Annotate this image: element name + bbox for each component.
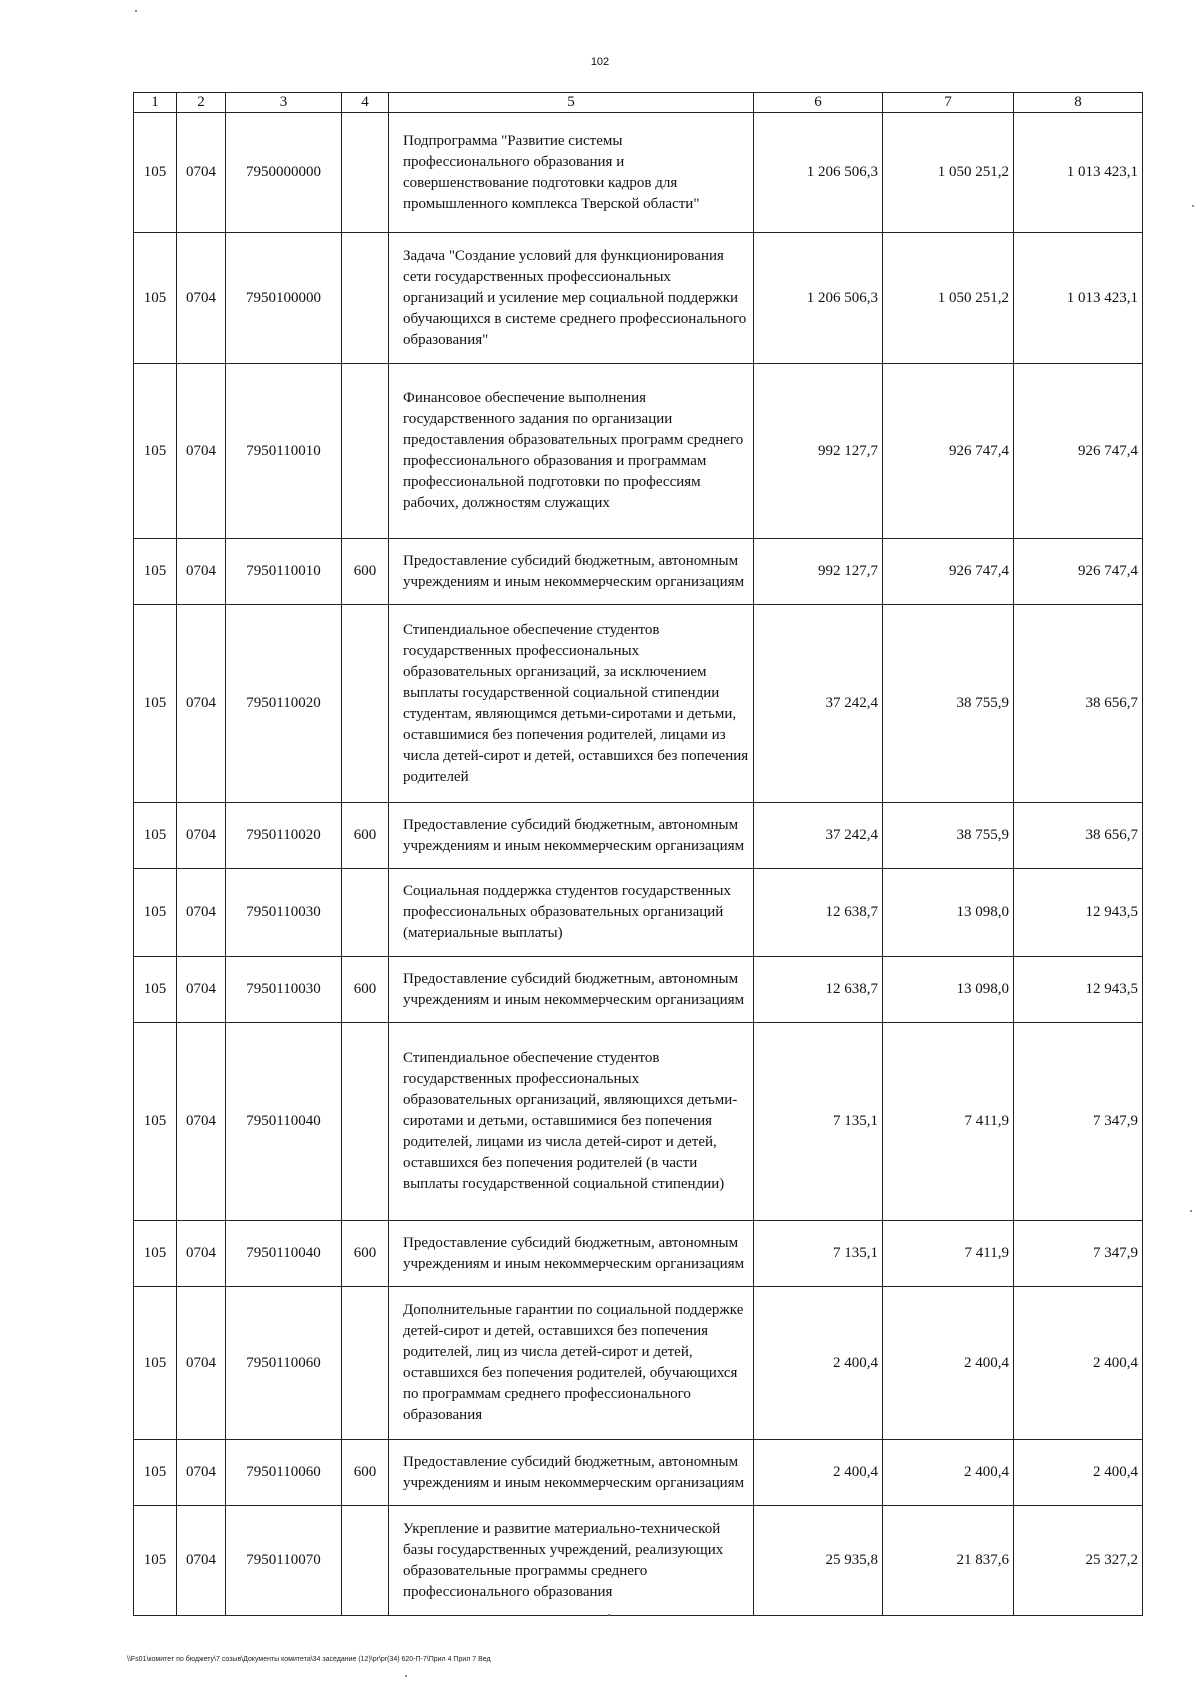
cell-description: Стипендиальное обеспечение студентов государственных профессиональных образовательных организаций, являющихся детьми-сиротами и детьми, оставшимися без попечения родителей, лицами из числа детей-сирот и детей, оставшихся без попечения родителей (в части выплаты государственной социальной стипендии): [389, 1023, 754, 1221]
cell-description: Предоставление субсидий бюджетным, автономным учреждениям и иным некоммерческим организациям: [389, 539, 754, 605]
cell-section: 0704: [177, 1440, 226, 1506]
table-row: [134, 957, 1143, 1023]
cell-expense-type: [342, 1287, 389, 1440]
cell-amount-6: 7 135,1: [754, 1221, 883, 1287]
cell-amount-6: 992 127,7: [754, 539, 883, 605]
cell-amount-6: 7 135,1: [754, 1023, 883, 1221]
cell-expense-type: [342, 113, 389, 233]
cell-ministry: 105: [134, 1221, 177, 1287]
cell-target: 7950110040: [226, 1023, 342, 1221]
cell-expense-type: 600: [342, 957, 389, 1023]
cell-expense-type: 600: [342, 1440, 389, 1506]
cell-expense-type: [342, 233, 389, 364]
cell-section: 0704: [177, 605, 226, 803]
cell-section: 0704: [177, 539, 226, 605]
cell-expense-type: 600: [342, 539, 389, 605]
cell-amount-7: 38 755,9: [883, 605, 1014, 803]
cell-amount-7: 13 098,0: [883, 869, 1014, 957]
cell-amount-7: 1 050 251,2: [883, 113, 1014, 233]
budget-table: [133, 92, 1143, 1616]
cell-amount-7: 926 747,4: [883, 364, 1014, 539]
cell-amount-6: 37 242,4: [754, 803, 883, 869]
table-row: [134, 869, 1143, 957]
cell-ministry: 105: [134, 113, 177, 233]
cell-expense-type: 600: [342, 803, 389, 869]
header-cell: 2: [177, 93, 226, 113]
cell-amount-8: 1 013 423,1: [1014, 233, 1143, 364]
cell-description: Социальная поддержка студентов государственных профессиональных образовательных организаций (материальные выплаты): [389, 869, 754, 957]
table-row: [134, 803, 1143, 869]
scan-speck: [135, 10, 137, 12]
cell-ministry: 105: [134, 539, 177, 605]
cell-ministry: 105: [134, 605, 177, 803]
cell-target: 7950110010: [226, 539, 342, 605]
cell-target: 7950000000: [226, 113, 342, 233]
cell-amount-6: 12 638,7: [754, 869, 883, 957]
cell-ministry: 105: [134, 364, 177, 539]
table-row: [134, 1023, 1143, 1221]
cell-expense-type: [342, 364, 389, 539]
cell-amount-6: 1 206 506,3: [754, 113, 883, 233]
cell-ministry: 105: [134, 1287, 177, 1440]
cell-amount-7: 7 411,9: [883, 1023, 1014, 1221]
cell-amount-8: 2 400,4: [1014, 1440, 1143, 1506]
cell-target: 7950110030: [226, 869, 342, 957]
scan-speck: [608, 1614, 610, 1616]
cell-amount-6: 37 242,4: [754, 605, 883, 803]
cell-description: Предоставление субсидий бюджетным, автономным учреждениям и иным некоммерческим организациям: [389, 1440, 754, 1506]
cell-target: 7950110040: [226, 1221, 342, 1287]
cell-amount-7: 2 400,4: [883, 1440, 1014, 1506]
cell-amount-8: 926 747,4: [1014, 539, 1143, 605]
scan-speck: [405, 1675, 407, 1677]
table-row: [134, 605, 1143, 803]
header-cell: 7: [883, 93, 1014, 113]
table-row: [134, 1440, 1143, 1506]
cell-section: 0704: [177, 364, 226, 539]
cell-amount-6: 1 206 506,3: [754, 233, 883, 364]
cell-description: Задача "Создание условий для функционирования сети государственных профессиональных организаций и усиление мер социальной поддержки обучающихся в системе среднего профессионального образования": [389, 233, 754, 364]
table-row: [134, 1221, 1143, 1287]
cell-section: 0704: [177, 1221, 226, 1287]
cell-target: 7950110070: [226, 1506, 342, 1616]
header-cell: 6: [754, 93, 883, 113]
cell-amount-7: 1 050 251,2: [883, 233, 1014, 364]
cell-expense-type: [342, 605, 389, 803]
header-cell: 1: [134, 93, 177, 113]
scan-speck: [1192, 205, 1194, 207]
cell-description: Подпрограмма "Развитие системы профессионального образования и совершенствование подготовки кадров для промышленного комплекса Тверской области": [389, 113, 754, 233]
cell-expense-type: 600: [342, 1221, 389, 1287]
cell-description: Предоставление субсидий бюджетным, автономным учреждениям и иным некоммерческим организациям: [389, 1221, 754, 1287]
cell-amount-7: 21 837,6: [883, 1506, 1014, 1616]
table-row: [134, 233, 1143, 364]
header-cell: 4: [342, 93, 389, 113]
footer-file-path: \\Fs01\комитет по бюджету\7 созыв\Документы комитета\34 заседание (12)\pr\pr(34) 620-П-7\Прил 4 Прил 7 Вед: [127, 1656, 491, 1663]
cell-target: 7950110060: [226, 1287, 342, 1440]
cell-expense-type: [342, 869, 389, 957]
cell-target: 7950110010: [226, 364, 342, 539]
cell-description: Финансовое обеспечение выполнения государственного задания по организации предоставления образовательных программ среднего профессионального образования и программам профессиональной подготовки по профессиям рабочих, должностям служащих: [389, 364, 754, 539]
cell-amount-8: 38 656,7: [1014, 803, 1143, 869]
cell-amount-8: 1 013 423,1: [1014, 113, 1143, 233]
table-row: [134, 1506, 1143, 1616]
cell-description: Предоставление субсидий бюджетным, автономным учреждениям и иным некоммерческим организациям: [389, 957, 754, 1023]
cell-amount-6: 12 638,7: [754, 957, 883, 1023]
scan-speck: [1190, 1210, 1192, 1212]
cell-amount-6: 992 127,7: [754, 364, 883, 539]
table-row: [134, 113, 1143, 233]
cell-section: 0704: [177, 233, 226, 364]
cell-amount-8: 7 347,9: [1014, 1023, 1143, 1221]
cell-amount-8: 25 327,2: [1014, 1506, 1143, 1616]
cell-description: Дополнительные гарантии по социальной поддержке детей-сирот и детей, оставшихся без попечения родителей, лиц из числа детей-сирот и детей, оставшихся без попечения родителей, обучающихся по программам среднего профессионального образования: [389, 1287, 754, 1440]
cell-amount-6: 25 935,8: [754, 1506, 883, 1616]
cell-target: 7950110020: [226, 803, 342, 869]
cell-expense-type: [342, 1506, 389, 1616]
cell-section: 0704: [177, 803, 226, 869]
cell-amount-8: 7 347,9: [1014, 1221, 1143, 1287]
cell-description: Укрепление и развитие материально-технической базы государственных учреждений, реализующих образовательные программы среднего профессионального образования: [389, 1506, 754, 1616]
cell-ministry: 105: [134, 1506, 177, 1616]
cell-amount-7: 13 098,0: [883, 957, 1014, 1023]
page-number: 102: [590, 56, 610, 68]
cell-target: 7950110030: [226, 957, 342, 1023]
cell-expense-type: [342, 1023, 389, 1221]
cell-section: 0704: [177, 1506, 226, 1616]
header-cell: 5: [389, 93, 754, 113]
cell-description: Предоставление субсидий бюджетным, автономным учреждениям и иным некоммерческим организациям: [389, 803, 754, 869]
cell-ministry: 105: [134, 957, 177, 1023]
cell-section: 0704: [177, 1023, 226, 1221]
table-row: [134, 539, 1143, 605]
cell-ministry: 105: [134, 803, 177, 869]
header-cell: 8: [1014, 93, 1143, 113]
cell-amount-8: 926 747,4: [1014, 364, 1143, 539]
table-row: [134, 1287, 1143, 1440]
cell-amount-6: 2 400,4: [754, 1287, 883, 1440]
cell-description: Стипендиальное обеспечение студентов государственных профессиональных образовательных организаций, за исключением выплаты государственной социальной стипендии студентам, являющимся детьми-сиротами и детьми, оставшимися без попечения родителей, лицами из числа детей-сирот и детей, оставшихся без попечения родителей: [389, 605, 754, 803]
cell-section: 0704: [177, 1287, 226, 1440]
cell-amount-7: 38 755,9: [883, 803, 1014, 869]
cell-amount-8: 38 656,7: [1014, 605, 1143, 803]
cell-amount-8: 12 943,5: [1014, 957, 1143, 1023]
cell-amount-8: 12 943,5: [1014, 869, 1143, 957]
cell-amount-7: 926 747,4: [883, 539, 1014, 605]
cell-amount-8: 2 400,4: [1014, 1287, 1143, 1440]
cell-section: 0704: [177, 869, 226, 957]
header-cell: 3: [226, 93, 342, 113]
table-row: [134, 364, 1143, 539]
cell-target: 7950110020: [226, 605, 342, 803]
cell-amount-7: 2 400,4: [883, 1287, 1014, 1440]
cell-section: 0704: [177, 957, 226, 1023]
cell-section: 0704: [177, 113, 226, 233]
cell-target: 7950100000: [226, 233, 342, 364]
cell-target: 7950110060: [226, 1440, 342, 1506]
cell-ministry: 105: [134, 1023, 177, 1221]
cell-amount-7: 7 411,9: [883, 1221, 1014, 1287]
cell-ministry: 105: [134, 233, 177, 364]
cell-amount-6: 2 400,4: [754, 1440, 883, 1506]
header-row: [134, 93, 1143, 113]
cell-ministry: 105: [134, 869, 177, 957]
cell-ministry: 105: [134, 1440, 177, 1506]
